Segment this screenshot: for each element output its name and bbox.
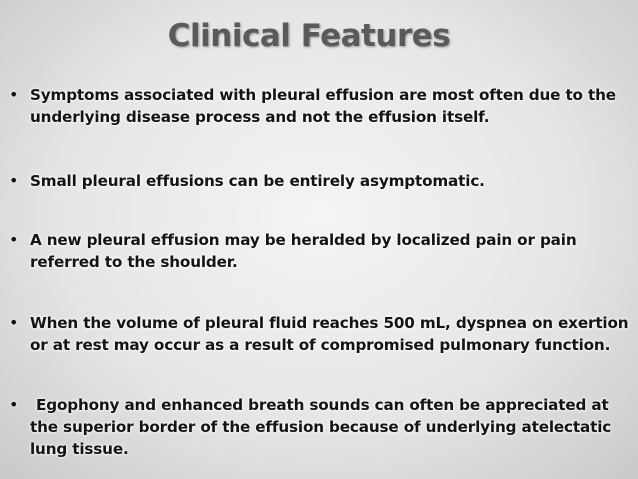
slide-title: Clinical Features [167, 18, 451, 54]
bullet-text: Egophony and enhanced breath sounds can often be appreciated at the superior border of the effusion because of underlying atelectatic lung tissue. [30, 396, 612, 458]
bullet-marker: • [9, 395, 19, 414]
bullet-text: Small pleural effusions can be entirely asymptomatic. [30, 172, 485, 190]
bullet-text: Symptoms associated with pleural effusion are most often due to the underlying disease process and not the effusion itself. [30, 86, 616, 126]
bullet-marker: • [9, 85, 19, 104]
bullet-text: When the volume of pleural fluid reaches 500 mL, dyspnea on exertion or at rest may occur as a result of compromised pulmonary function. [30, 314, 629, 354]
bullet-marker: • [9, 230, 19, 249]
bullet-marker: • [9, 171, 19, 190]
bullet-text: A new pleural effusion may be heralded by localized pain or pain referred to the shoulder. [30, 231, 577, 271]
bullet-marker: • [9, 313, 19, 332]
